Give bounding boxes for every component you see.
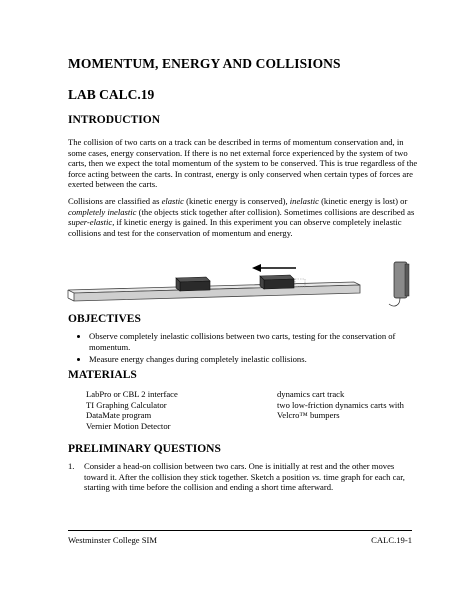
material-item: LabPro or CBL 2 interface [86, 389, 178, 399]
objectives-heading: OBJECTIVES [68, 313, 141, 325]
text-run: (kinetic energy is conserved), [184, 196, 290, 206]
document-title: MOMENTUM, ENERGY AND COLLISIONS [68, 56, 341, 71]
text-run: , if kinetic energy is gained. In this experiment you can observe completely inelastic collisions and test for the conservation of momentum and energy. [68, 217, 402, 238]
footer-source: Westminster College SIM [68, 535, 158, 545]
introduction-heading: INTRODUCTION [68, 114, 161, 126]
material-item: TI Graphing Calculator [86, 399, 167, 410]
term-super-elastic: super-elastic [68, 217, 113, 228]
preliminary-questions-heading: PRELIMINARY QUESTIONS [68, 443, 221, 455]
term-completely-inelastic: completely inelastic [68, 206, 137, 217]
text-run: time graph for each car, starting with time before the collision and ending a short time afterward. [84, 471, 405, 493]
introduction-paragraph-1: The collision of two carts on a track can be described in terms of momentum conservation and, in some cases, energy conservation. If there is no net external force experienced by the system of two carts, then we expect the total momentum of the system to be conserved. This is true regardless of the force acting between the carts. In contrast, energy is only conserved when certain types of forces are exerted between the carts. [68, 137, 418, 190]
term-elastic: elastic [161, 196, 184, 206]
preliminary-question-1 [68, 461, 418, 493]
text-run: (the objects stick together after collision). Sometimes collisions are described as [136, 206, 415, 217]
introduction-paragraph-2 [68, 196, 418, 238]
cart-1 [176, 277, 210, 291]
text-run-italic: vs. [311, 471, 322, 482]
text-run: Collisions are classified as [68, 196, 162, 206]
motion-arrow [252, 264, 296, 272]
text-run: Consider a head-on collision between two cars. One is initially at rest and the other moves toward it. After the collision they stick together. Sketch a position [84, 461, 395, 482]
text-run: (kinetic energy is lost) or [318, 196, 408, 206]
material-item: two low-friction dynamics carts with [277, 399, 404, 410]
list-item: • Measure energy changes during completely inelastic collisions. [89, 354, 429, 365]
material-item: Velcro™ bumpers [277, 410, 340, 421]
term-inelastic: inelastic [289, 196, 319, 206]
objectives-list [68, 331, 429, 367]
footer-rule [68, 530, 412, 531]
material-item: Vernier Motion Detector [86, 420, 171, 431]
question-number: 1. [68, 461, 75, 471]
lab-code-heading: LAB CALC.19 [68, 87, 155, 102]
motion-detector [389, 262, 409, 306]
materials-right-column [277, 389, 404, 421]
material-item: DataMate program [86, 410, 152, 421]
footer-page-number: CALC.19-1 [371, 535, 412, 545]
list-item: • Observe completely inelastic collisions between two carts, testing for the conservation of momentum. [89, 331, 429, 352]
question-text [84, 461, 418, 493]
materials-heading: MATERIALS [68, 369, 137, 381]
materials-left-column [86, 389, 178, 431]
material-item: dynamics cart track [277, 389, 345, 399]
